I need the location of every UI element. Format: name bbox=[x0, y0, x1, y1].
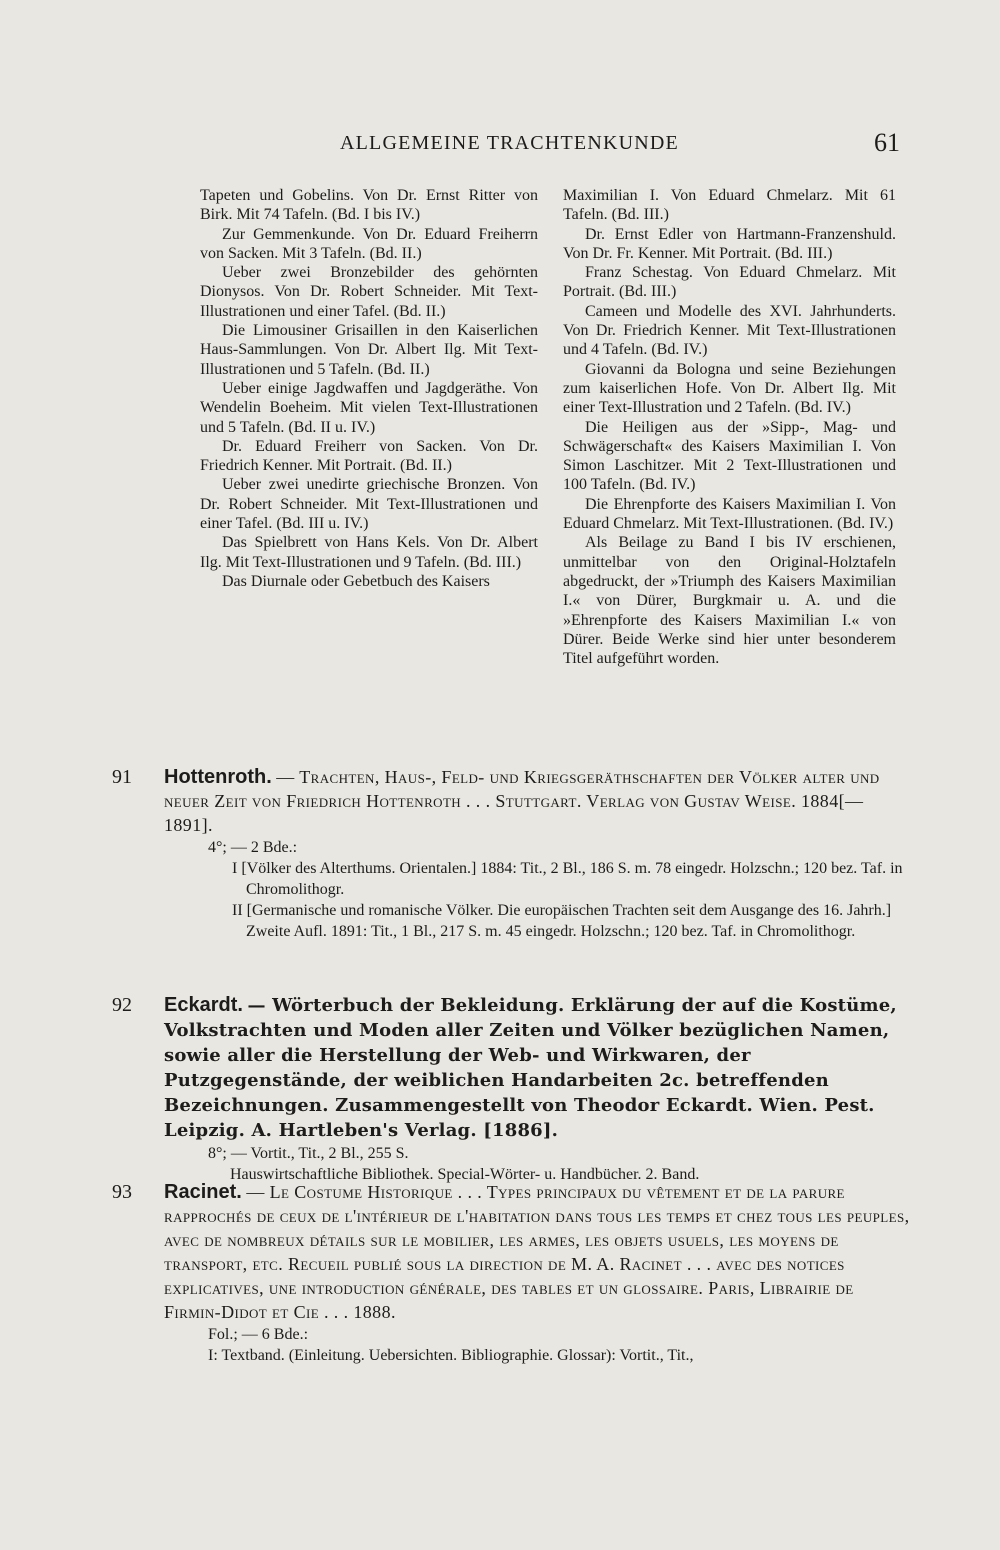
entry-heading bbox=[164, 1180, 910, 1324]
entry-author: Hottenroth. bbox=[164, 766, 272, 788]
entry-heading bbox=[164, 993, 910, 1143]
right-item-6: Die Heiligen aus der »Sipp-, Mag- und Schwägerschaft« des Kaisers Maximilian I. Von Simon Laschitzer. Mit 2 Text-Illustrationen und 100 Tafeln. (Bd. IV.) bbox=[563, 418, 896, 494]
running-title: ALLGEMEINE TRACHTENKUNDE bbox=[340, 132, 679, 154]
left-item-2: Zur Gemmenkunde. Von Dr. Eduard Freiherrn von Sacken. Mit 3 Tafeln. (Bd. II.) bbox=[200, 225, 538, 262]
left-item-8: Das Spielbrett von Hans Kels. Von Dr. Albert Ilg. Mit Text-Illustrationen und 9 Tafeln. (Bd. III.) bbox=[200, 534, 538, 571]
right-item-1: Maximilian I. Von Eduard Chmelarz. Mit 61 Tafeln. (Bd. III.) bbox=[563, 187, 896, 224]
entry-volume-1: I [Völker des Alterthums. Orientalen.] 1884: Tit., 2 Bl., 186 S. m. 78 eingedr. Holzschn.; 120 bez. Taf. in Chromolithogr. bbox=[232, 860, 903, 898]
right-item-2: Dr. Ernst Edler von Hartmann-Franzenshuld. Von Dr. Fr. Kenner. Mit Portrait. (Bd. III.) bbox=[563, 225, 896, 262]
left-column bbox=[200, 186, 538, 591]
entry-format: 4°; — 2 Bde.: bbox=[208, 839, 298, 856]
left-item-5: Ueber einige Jagdwaffen und Jagdgeräthe. Von Wendelin Boeheim. Mit vielen Text-Illustrationen und 5 Tafeln. (Bd. II u. IV.) bbox=[200, 379, 538, 436]
entry-title: — Le Costume Historique . . . Types principaux du vêtement et de la parure rapprochés de ceux de l'intérieur de l'habitation dans tous les temps et chez tous les peuples, avec de nombreux détails sur le mobilier, les armes, les objets usuels, les moyens de transport, etc. Recueil publié sous la direction de M. A. Racinet . . . avec des notices explicatives, une introduction générale, des tables et un glossaire. Paris, Librairie de Firmin-Didot et Cie . . . 1888. bbox=[164, 1182, 910, 1322]
entry-title: — Trachten, Haus-, Feld- und Kriegsgeräthschaften der Völker alter und neuer Zeit von Friedrich Hottenroth . . . Stuttgart. Verlag von Gustav Weise. 1884[—1891]. bbox=[164, 767, 880, 835]
left-item-7: Ueber zwei unedirte griechische Bronzen. Von Dr. Robert Schneider. Mit Text-Illustrationen und einer Tafel. (Bd. III u. IV.) bbox=[200, 476, 538, 533]
entry-heading bbox=[164, 765, 910, 837]
right-item-4: Cameen und Modelle des XVI. Jahrhunderts. Von Dr. Friedrich Kenner. Mit Text-Illustrationen und 4 Tafeln. (Bd. IV.) bbox=[563, 302, 896, 359]
left-item-1: Tapeten und Gobelins. Von Dr. Ernst Ritter von Birk. Mit 74 Tafeln. (Bd. I bis IV.) bbox=[200, 187, 538, 224]
right-item-8: Als Beilage zu Band I bis IV erschienen, unmittelbar von den Original-Holztafeln abgedruckt, der »Triumph des Kaisers Maximilian I.« von Dürer, Burgkmair u. A. und die »Ehrenpforte des Kaisers Maximilian I.« von Dürer. Beide Werke sind hier unter besonderem Titel aufgeführt worden. bbox=[563, 534, 896, 668]
entry-series-note: Hauswirtschaftliche Bibliothek. Special-Wörter- u. Handbücher. 2. Band. bbox=[230, 1166, 700, 1183]
entry-93 bbox=[112, 1180, 910, 1366]
entry-title: — Wörterbuch der Bekleidung. Erklärung der auf die Kostüme, Volkstrachten und Moden aller Zeiten und Völker bezüglichen Namen, sowie aller die Herstellung der Web- und Wirkwaren, der Putzgegenstände, der weiblichen Handarbeiten 2c. betreffenden Bezeichnungen. Zusammengestellt von Theodor Eckardt. Wien. Pest. Leipzig. A. Hartleben's Verlag. [1886]. bbox=[164, 995, 897, 1141]
entry-format: 8°; — Vortit., Tit., 2 Bl., 255 S. bbox=[208, 1145, 409, 1162]
right-item-7: Die Ehrenpforte des Kaisers Maximilian I. Von Eduard Chmelarz. Mit Text-Illustrationen. (Bd. IV.) bbox=[563, 495, 896, 533]
left-item-6: Dr. Eduard Freiherr von Sacken. Von Dr. Friedrich Kenner. Mit Portrait. (Bd. II.) bbox=[200, 437, 538, 475]
left-item-4: Die Limousiner Grisaillen in den Kaiserlichen Haus-Sammlungen. Von Dr. Albert Ilg. Mit Text-Illustrationen und 5 Tafeln. (Bd. II.) bbox=[200, 322, 538, 378]
right-column bbox=[563, 186, 896, 668]
entry-number: 92 bbox=[112, 994, 132, 1016]
entry-volume-1: I: Textband. (Einleitung. Uebersichten. Bibliographie. Glossar): Vortit., Tit., bbox=[208, 1347, 694, 1364]
entry-number: 93 bbox=[112, 1181, 132, 1203]
running-header bbox=[200, 128, 900, 158]
entry-author: Racinet. bbox=[164, 1181, 242, 1203]
left-item-9: Das Diurnale oder Gebetbuch des Kaisers bbox=[222, 572, 490, 590]
entry-number: 91 bbox=[112, 766, 132, 788]
entry-92 bbox=[112, 993, 910, 1185]
entry-author: Eckardt. bbox=[164, 994, 243, 1016]
entry-volume-2: II [Germanische und romanische Völker. Die europäischen Trachten seit dem Ausgange des 16. Jahrh.] Zweite Aufl. 1891: Tit., 1 Bl., 217 S. m. 45 eingedr. Holzschn.; 120 bez. Taf. in Chromolithogr. bbox=[232, 902, 892, 940]
page-number: 61 bbox=[874, 128, 900, 157]
left-item-3: Ueber zwei Bronzebilder des gehörnten Dionysos. Von Dr. Robert Schneider. Mit Text-Illustrationen und einer Tafel. (Bd. II.) bbox=[200, 264, 538, 320]
entry-format: Fol.; — 6 Bde.: bbox=[208, 1326, 309, 1343]
right-item-3: Franz Schestag. Von Eduard Chmelarz. Mit Portrait. (Bd. III.) bbox=[563, 264, 896, 301]
right-item-5: Giovanni da Bologna und seine Beziehungen zum kaiserlichen Hofe. Von Dr. Albert Ilg. Mit einer Text-Illustration und 2 Tafeln. (Bd. IV.) bbox=[563, 360, 896, 417]
entry-91 bbox=[112, 765, 910, 942]
